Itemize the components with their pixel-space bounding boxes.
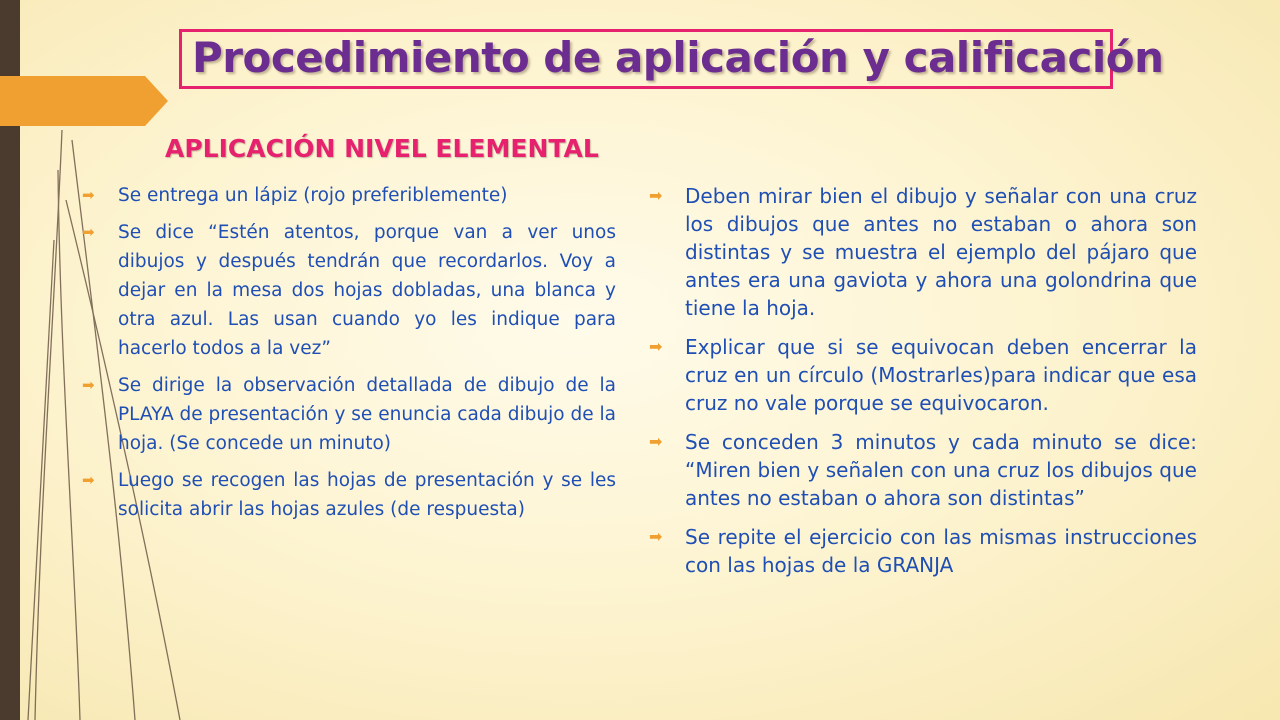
list-item-text: Se conceden 3 minutos y cada minuto se dice: “Miren bien y señalen con una cruz los dibujos que antes no estaban o ahora son distintas” bbox=[685, 430, 1197, 510]
list-item-text: Explicar que si se equivocan deben encerrar la cruz en un círculo (Mostrarles)para indicar que esa cruz no vale porque se equivocaron. bbox=[685, 335, 1197, 415]
arrow-right-bullet-icon: ➡ bbox=[82, 471, 95, 489]
arrow-right-bullet-icon: ➡ bbox=[82, 376, 95, 394]
list-item-text: Se repite el ejercicio con las mismas instrucciones con las hojas de la GRANJA bbox=[685, 525, 1197, 577]
list-item-text: Se dice “Estén atentos, porque van a ver unos dibujos y después tendrán que recordarlos. Voy a dejar en la mesa dos hojas dobladas, una blanca y otra azul. Las usan cuando yo les indique para hacerlo todos a la vez” bbox=[118, 222, 616, 359]
arrow-right-bullet-icon: ➡ bbox=[82, 186, 95, 204]
orange-accent-tab bbox=[0, 76, 170, 126]
list-item-text: Luego se recogen las hojas de presentación y se les solicita abrir las hojas azules (de respuesta) bbox=[118, 470, 616, 520]
list-item bbox=[82, 181, 616, 210]
list-item-text: Se dirige la observación detallada de dibujo de la PLAYA de presentación y se enuncia cada dibujo de la hoja. (Se concede un minuto) bbox=[118, 375, 616, 454]
list-item bbox=[82, 466, 616, 524]
list-item bbox=[82, 371, 616, 458]
list-item bbox=[649, 428, 1197, 512]
list-item-text: Deben mirar bien el dibujo y señalar con una cruz los dibujos que antes no estaban o ahora son distintas y se muestra el ejemplo del pájaro que antes era una gaviota y ahora una golondrina que tiene la hoja. bbox=[685, 184, 1197, 320]
list-item bbox=[82, 218, 616, 363]
list-item bbox=[649, 333, 1197, 417]
left-bullet-list bbox=[82, 181, 616, 532]
title-box bbox=[179, 29, 1164, 89]
arrow-right-bullet-icon: ➡ bbox=[649, 527, 663, 546]
right-bullet-list bbox=[649, 182, 1197, 590]
arrow-right-bullet-icon: ➡ bbox=[649, 337, 663, 356]
list-item-text: Se entrega un lápiz (rojo preferiblemente) bbox=[118, 185, 508, 206]
arrow-right-bullet-icon: ➡ bbox=[82, 223, 95, 241]
list-item bbox=[649, 523, 1197, 579]
list-item bbox=[649, 182, 1197, 322]
arrow-right-bullet-icon: ➡ bbox=[649, 186, 663, 205]
section-subtitle: APLICACIÓN NIVEL ELEMENTAL bbox=[165, 134, 599, 163]
page-title: Procedimiento de aplicación y calificación bbox=[192, 33, 1164, 82]
arrow-right-bullet-icon: ➡ bbox=[649, 432, 663, 451]
